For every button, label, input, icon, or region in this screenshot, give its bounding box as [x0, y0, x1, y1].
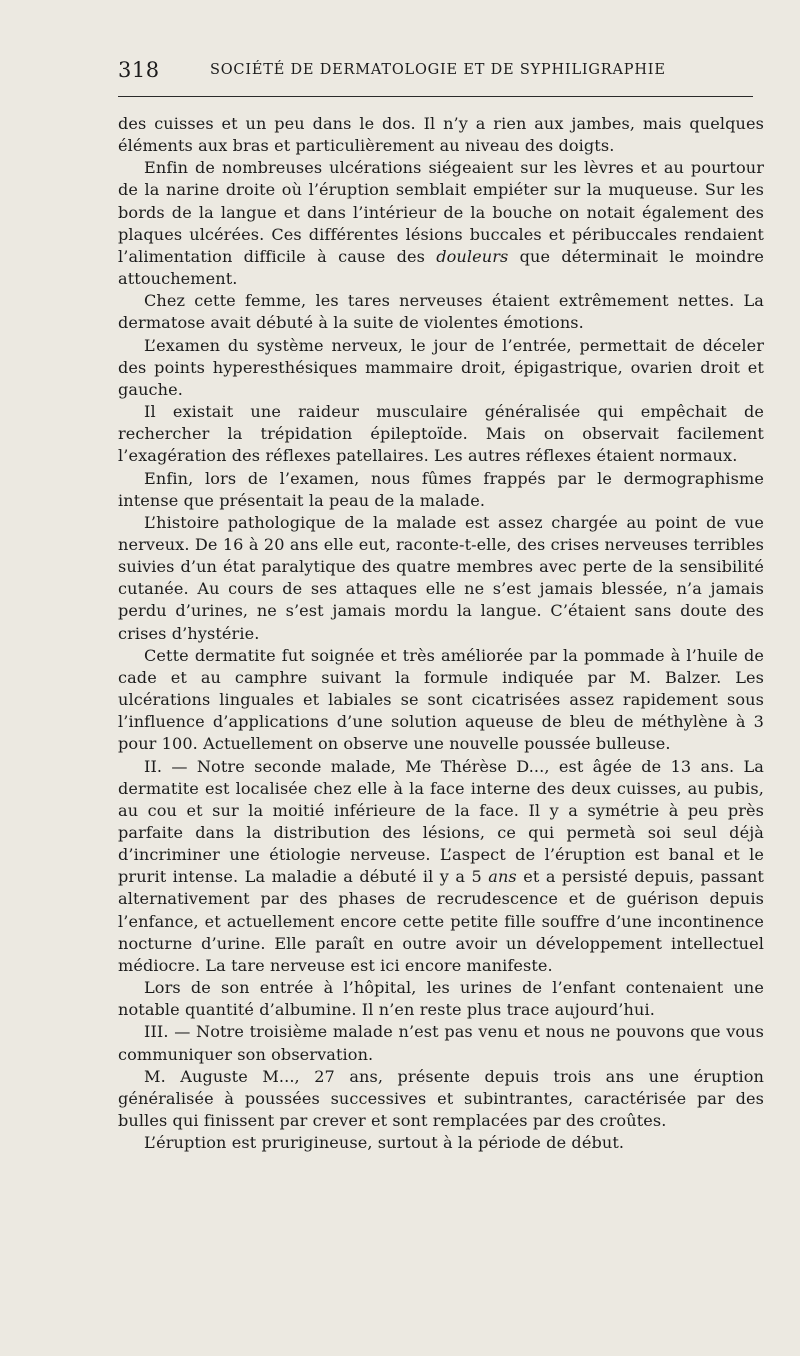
paragraph: Enfin de nombreuses ulcérations siégeaient sur les lèvres et au pourtour de la narine droite où l’éruption semblait empiéter sur la muqueuse. Sur les bords de la langue et dans l’intérieur de la bouche on notait également des plaques ulcérées. Ces différentes lésions buccales et péribuccales rendaient l’alimentation difficile à cause des douleurs que déterminait le moindre attouchement. [118, 158, 765, 289]
header-rule [118, 96, 753, 97]
paragraph: Enfin, lors de l’examen, nous fûmes frappés par le dermographisme intense que présentait la peau de la malade. [118, 468, 764, 510]
paragraph: des cuisses et un peu dans le dos. Il n’y a rien aux jambes, mais quelques éléments aux bras et particulièrement au niveau des doigts. [118, 114, 764, 156]
page-header [118, 56, 753, 86]
paragraph: Cette dermatite fut soignée et très améliorée par la pommade à l’huile de cade et au camphre suivant la formule indiquée par M. Balzer. Les ulcérations linguales et labiales se sont cicatrisées assez rapidement sous l’influence d’applications d’une solution aqueuse de bleu de méthylène à 3 pour 100. Actuellement on observe une nouvelle poussée bulleuse. [118, 645, 764, 754]
page-number: 318 [118, 58, 160, 82]
paragraph: III. — Notre troisième malade n’est pas venu et nous ne pouvons que vous communiquer son observation. [118, 1022, 764, 1064]
paragraph: L’éruption est prurigineuse, surtout à la période de début. [144, 1133, 625, 1153]
paragraph: L’histoire pathologique de la malade est assez chargée au point de vue nerveux. De 16 à 20 ans elle eut, raconte-t-elle, des crises nerveuses terribles suivies d’un état paralytique des quatre membres avec perte de la sensibilité cutanée. Au cours de ses attaques elle ne s’est jamais blessée, n’a jamais perdu d’urines, ne s’est jamais mordu la langue. C’étaient sans doute des crises d’hystérie. [118, 512, 764, 643]
body-text [118, 113, 764, 1154]
paragraph: II. — Notre seconde malade, Me Thérèse D..., est âgée de 13 ans. La dermatite est localisée chez elle à la face interne des deux cuisses, au pubis, au cou et sur la moitié inférieure de la face. Il y a symétrie à peu près parfaite dans la distribution des lésions, ce qui permetà soi seul déjà d’incriminer une étiologie nerveuse. L’aspect de l’éruption est banal et le prurit intense. La maladie a débuté il y a 5 ans et a persisté depuis, passant alternativement par des phases de recrudescence et de guérison depuis l’enfance, et actuellement encore cette petite fille souffre d’une incontinence nocturne d’urine. Elle paraît en outre avoir un développement intellectuel médiocre. La tare nerveuse est ici encore manifeste. [118, 756, 765, 975]
paragraph: Chez cette femme, les tares nerveuses étaient extrêmement nettes. La dermatose avait débuté à la suite de violentes émotions. [118, 291, 764, 333]
paragraph: L’examen du système nerveux, le jour de l’entrée, permettait de déceler des points hyperesthésiques mammaire droit, épigastrique, ovarien droit et gauche. [118, 335, 764, 399]
running-title: SOCIÉTÉ DE DERMATOLOGIE ET DE SYPHILIGRAPHIE [210, 62, 666, 78]
paragraph: M. Auguste M..., 27 ans, présente depuis trois ans une éruption généralisée à poussées successives et subintrantes, caractérisée par des bulles qui finissent par crever et sont remplacées par des croûtes. [118, 1066, 764, 1131]
paragraph: Lors de son entrée à l’hôpital, les urines de l’enfant contenaient une notable quantité d’albumine. Il n’en reste plus trace aujourd’hui. [118, 978, 764, 1020]
italic-term: ans [488, 867, 517, 887]
italic-term: douleurs [436, 246, 509, 266]
paragraph: Il existait une raideur musculaire généralisée qui empêchait de rechercher la trépidation épileptoïde. Mais on observait facilement l’exagération des réflexes patellaires. Les autres réflexes étaient normaux. [118, 402, 764, 466]
